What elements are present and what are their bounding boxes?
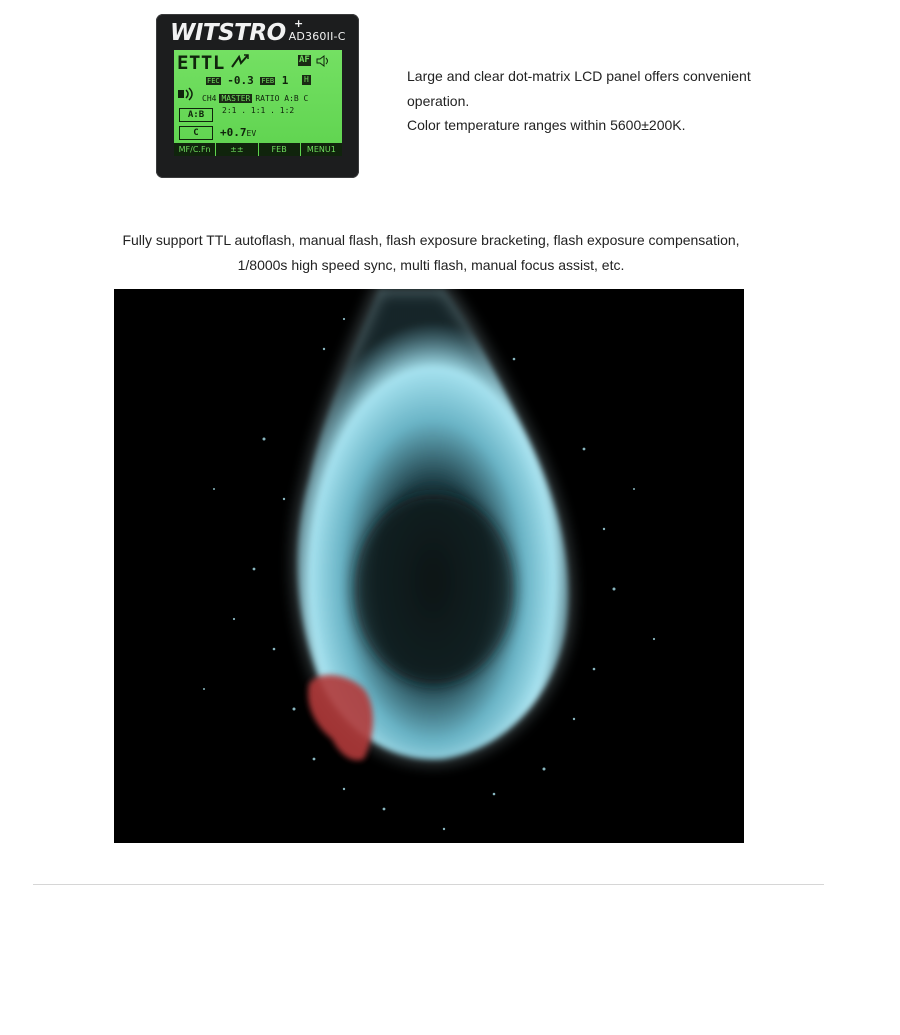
feature-description-line: Fully support TTL autoflash, manual flash, flash exposure bracketing, flash exposure compensation, xyxy=(122,232,740,248)
feb-icon: FEB xyxy=(261,77,275,85)
wireless-icon xyxy=(177,87,199,101)
c-group: C xyxy=(179,126,213,140)
speaker-icon xyxy=(316,55,330,67)
feature-description xyxy=(40,228,822,277)
lcd-panel-image xyxy=(156,14,359,178)
ev-value: +0.7EV xyxy=(220,126,257,139)
channel: CH4 xyxy=(202,94,217,103)
softkey-bar xyxy=(174,143,342,156)
hss-icon: H xyxy=(304,75,309,84)
af-badge: AF xyxy=(299,55,310,65)
flash-zap-icon xyxy=(230,53,256,69)
softkey-plus-minus: ±± xyxy=(216,143,258,156)
fec-row xyxy=(206,74,288,87)
fec-icon: FEC xyxy=(207,77,220,85)
ab-group: A:B xyxy=(179,108,213,122)
master-badge: MASTER xyxy=(221,94,251,103)
water-splash-illustration xyxy=(114,289,744,843)
lcd-description-line: Color temperature ranges within 5600±200K. xyxy=(407,117,686,133)
water-balloon-photo xyxy=(114,289,744,843)
feb-value: 1 xyxy=(281,74,289,87)
ev-unit: EV xyxy=(246,129,257,138)
softkey-mf-cfn: MF/C.Fn xyxy=(174,143,216,156)
ratio-label: RATIO A:B C xyxy=(255,94,309,103)
section-divider xyxy=(33,884,824,885)
lcd-description-line: operation. xyxy=(407,92,470,109)
fec-value: -0.3 xyxy=(227,74,254,87)
brand-logo: WITSTRO + AD360II-C xyxy=(170,17,346,46)
feature-description-line: 1/8000s high speed sync, multi flash, manual focus assist, etc. xyxy=(237,256,625,273)
lcd-screen xyxy=(174,50,342,156)
flash-mode: ETTL xyxy=(177,52,225,74)
ratio-values: 2:1 . 1:1 . 1:2 xyxy=(222,106,295,115)
softkey-feb: FEB xyxy=(259,143,301,156)
model-name: AD360II-C xyxy=(288,30,346,43)
channel-row xyxy=(202,94,308,103)
softkey-menu: MENU1 xyxy=(306,145,336,154)
lcd-description xyxy=(407,64,827,138)
lcd-description-line: Large and clear dot-matrix LCD panel offers convenient xyxy=(407,68,751,84)
